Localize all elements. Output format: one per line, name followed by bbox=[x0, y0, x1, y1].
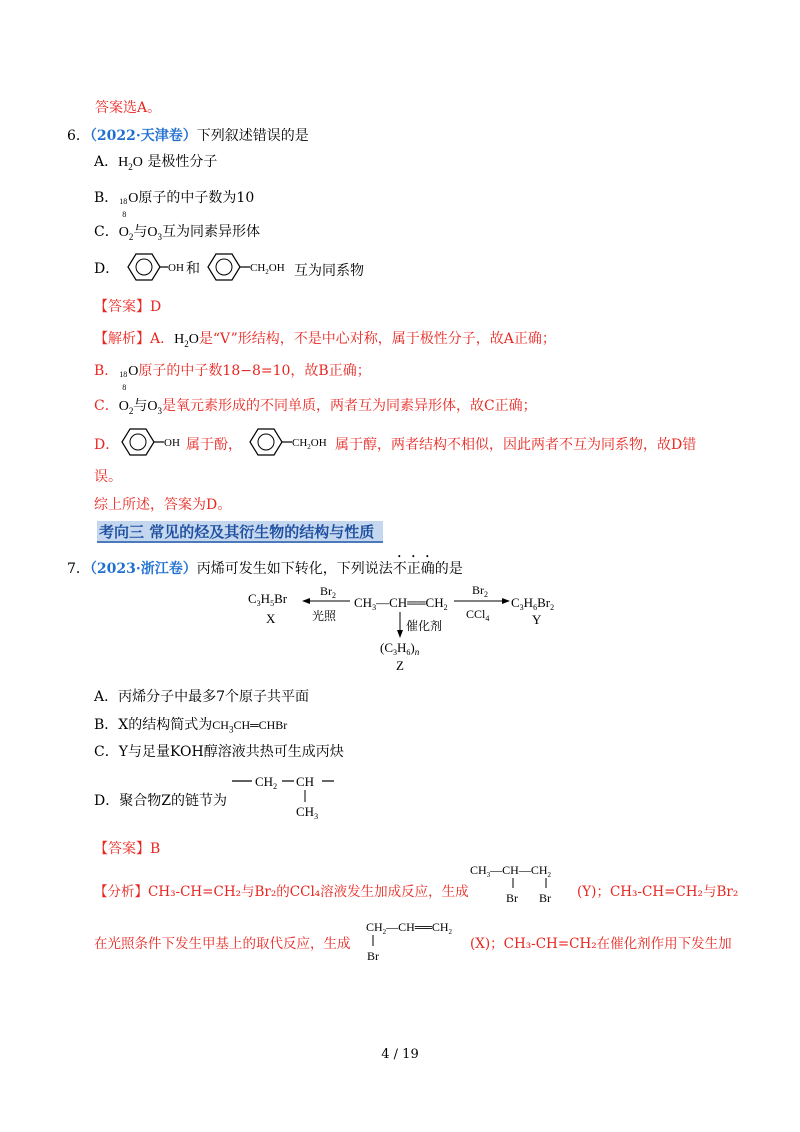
product-x-formula: $C_3H_5Br$ bbox=[248, 591, 288, 608]
section-heading bbox=[97, 521, 383, 543]
svg-text:CH2OH: $CH_2OH$ bbox=[250, 262, 285, 276]
svg-text:CH: CH bbox=[296, 774, 315, 789]
q7-option-d: D．聚合物Z的链节为 bbox=[94, 793, 227, 809]
q6-analysis-d-prefix: D． bbox=[94, 437, 120, 453]
q7-option-b: B．X的结构简式为$CH_3CH═CHBr$ bbox=[94, 717, 288, 735]
right-condition: CCl$_4$ bbox=[466, 607, 490, 623]
down-condition: 催化剂 bbox=[406, 619, 443, 633]
svg-text:CH2: $CH_2$ bbox=[255, 774, 278, 791]
section-title: 考向三 常见的烃及其衍生物的结构与性质 bbox=[99, 523, 375, 541]
page-number: 4 / 19 bbox=[381, 1047, 419, 1062]
q7-analysis-line1: 【分析】CH₃-CH=CH₂与Br₂的CCl₄溶液发生加成反应，生成 bbox=[94, 884, 469, 900]
q6-analysis-d-text2: 属于醇，两者结构不相似，因此两者不互为同系物，故D错 bbox=[335, 437, 697, 453]
label-z: Z bbox=[396, 658, 404, 673]
question-number: 7． bbox=[67, 561, 90, 577]
q7-analysis-line2-end: (X)；CH₃-CH=CH₂在催化剂作用下发生加 bbox=[470, 936, 732, 952]
question-6-header bbox=[67, 125, 309, 145]
svg-text:Br: Br bbox=[539, 891, 551, 905]
svg-text:CH3: $CH_3$ bbox=[296, 804, 319, 821]
question-number: 6． bbox=[67, 128, 90, 144]
option-text: 互为同素异形体 bbox=[161, 224, 260, 240]
svg-text:Br: Br bbox=[367, 949, 379, 963]
q7-option-c: C．Y与足量KOH醇溶液共热可生成丙炔 bbox=[94, 744, 344, 760]
benzyl-alcohol-structure-analysis bbox=[240, 425, 340, 459]
product-y-formula: $C_3H_6Br_2$ bbox=[511, 595, 555, 612]
option-text: 是极性分子 bbox=[147, 154, 218, 170]
option-label: A． bbox=[94, 154, 119, 170]
question-source: （2023·浙江卷） bbox=[89, 561, 197, 577]
q7-analysis-line2: 在光照条件下发生甲基上的取代反应，生成 bbox=[94, 936, 351, 952]
connector-text: 与 bbox=[133, 224, 148, 240]
allyl-bromide-structure bbox=[364, 915, 468, 965]
propene-formula: $CH_3—CH══CH_2$ bbox=[354, 595, 448, 612]
svg-text:CH2OH: $CH_2OH$ bbox=[292, 437, 327, 451]
polymer-repeat-unit bbox=[230, 766, 340, 826]
dibromopropane-structure bbox=[466, 858, 570, 908]
phenol-structure bbox=[118, 250, 188, 284]
benzyl-alcohol-structure bbox=[198, 250, 298, 284]
question-stem: 丙烯可发生如下转化，下列说法 bbox=[196, 561, 393, 577]
svg-text:CH2—CH══CH2: $CH_2—CH══CH_2$ bbox=[366, 920, 453, 936]
oh-group: OH bbox=[168, 262, 184, 274]
element-symbol: O bbox=[128, 191, 139, 206]
q6-option-a bbox=[94, 151, 217, 171]
q7-answer: 【答案】B bbox=[94, 841, 161, 857]
svg-text:Br: Br bbox=[506, 891, 518, 905]
reaction-scheme bbox=[240, 580, 600, 680]
formula-h2o: $H_2O$ bbox=[118, 155, 143, 172]
formula-o2: $O_2$ bbox=[118, 225, 134, 242]
option-label: C． bbox=[94, 224, 119, 240]
right-reagent: $Br_2$ bbox=[472, 583, 488, 599]
q7-option-a: A．丙烯分子中最多7个原子共平面 bbox=[94, 689, 310, 705]
label-x: X bbox=[266, 611, 276, 626]
q6-summary: 综上所述，答案为D。 bbox=[94, 497, 232, 513]
question-stem-end: 的是 bbox=[434, 561, 463, 577]
question-7-header bbox=[67, 553, 463, 578]
q6-analysis-d-text1: 属于酚， bbox=[186, 437, 242, 453]
q6-analysis-c: C．$O_2$与$O_3$是氧元素形成的不同单质，两者互为同素异形体，故C正确； bbox=[94, 398, 537, 416]
q6-option-c bbox=[94, 221, 260, 241]
formula-o3: $O_3$ bbox=[147, 225, 162, 242]
product-z-formula: $(C_3H_6)_n$ bbox=[380, 640, 420, 657]
q7-analysis-line1-end: (Y)；CH₃-CH=CH₂与Br₂ bbox=[577, 884, 739, 900]
previous-answer: 答案选A。 bbox=[95, 100, 162, 116]
label-y: Y bbox=[532, 612, 542, 627]
q6-option-d-text: 互为同系物 bbox=[294, 263, 364, 279]
left-reagent: $Br_2$ bbox=[320, 584, 336, 600]
option-label: B． bbox=[94, 190, 119, 206]
and-text: 和 bbox=[186, 261, 200, 277]
q6-answer: 【答案】D bbox=[94, 299, 162, 315]
emphasized-text: 不正确 bbox=[392, 561, 435, 577]
svg-text:CH3—CH—CH2: $CH_3—CH—CH_2$ bbox=[470, 863, 552, 879]
q6-analysis-d-text3: 误。 bbox=[94, 469, 122, 485]
q6-option-b: B． 18 8 O原子的中子数为10 bbox=[94, 190, 255, 219]
option-text: 原子的中子数为10 bbox=[138, 190, 255, 206]
question-source: （2022·天津卷） bbox=[89, 128, 197, 144]
question-stem: 下列叙述错误的是 bbox=[196, 128, 309, 144]
q6-analysis-a: 【解析】A．$H_2O$是“V”形结构，不是中心对称，属于极性分子，故A正确； bbox=[94, 331, 556, 349]
q6-analysis-b: B． 18 8 O原子的中子数18−8=10，故B正确； bbox=[94, 363, 371, 392]
svg-text:OH: OH bbox=[164, 437, 180, 449]
phenol-structure-analysis bbox=[112, 425, 188, 459]
q6-option-d-label: D． bbox=[94, 261, 120, 277]
left-condition: 光照 bbox=[312, 609, 337, 623]
